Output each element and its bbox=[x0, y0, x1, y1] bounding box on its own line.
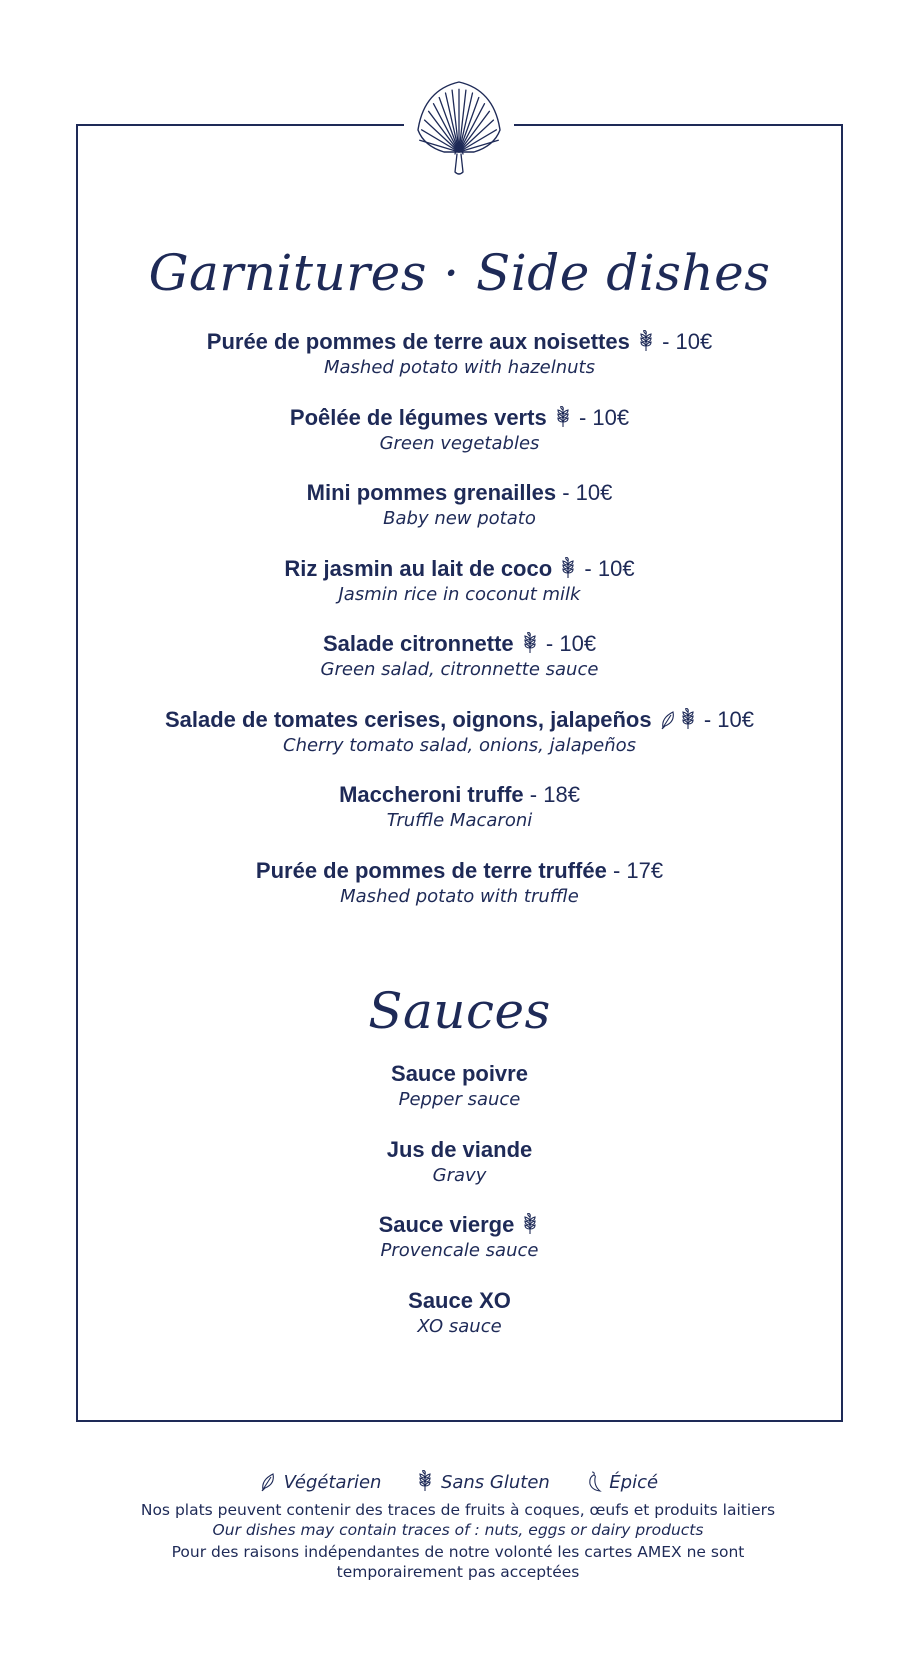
legend-spicy-label: Épicé bbox=[609, 1472, 659, 1493]
legend-gluten-free-label: Sans Gluten bbox=[440, 1472, 550, 1493]
menu-item bbox=[76, 781, 843, 857]
menu-item-english: Mashed potato with truffle bbox=[340, 885, 579, 907]
menu-item-name-line bbox=[76, 706, 843, 734]
menu-item-english: Truffle Macaroni bbox=[386, 810, 533, 831]
menu-item bbox=[76, 555, 843, 631]
chili-pepper-icon bbox=[586, 1470, 602, 1492]
amex-note-line2: temporairement pas acceptées bbox=[336, 1563, 580, 1581]
dietary-legend bbox=[0, 1470, 916, 1493]
menu-item-name: Purée de pommes de terre aux noisettes bbox=[206, 329, 630, 354]
menu-item-price: - 10€ bbox=[578, 404, 630, 430]
menu-item bbox=[76, 857, 843, 933]
menu-item-name-line bbox=[76, 555, 843, 583]
menu-item-price: - 10€ bbox=[584, 555, 635, 581]
menu-item bbox=[76, 479, 843, 555]
legend-vegetarian-label: Végétarien bbox=[283, 1472, 382, 1493]
wheat-icon bbox=[560, 557, 576, 579]
wheat-icon bbox=[522, 1213, 538, 1235]
leaf-icon bbox=[660, 710, 676, 730]
menu-item-name-line bbox=[76, 328, 843, 356]
legend-spicy bbox=[584, 1470, 659, 1493]
menu-item bbox=[76, 328, 843, 404]
menu-item-name: Riz jasmin au lait de coco bbox=[284, 555, 553, 581]
menu-item-price: - 10€ bbox=[703, 706, 755, 732]
menu-item-english: Green salad, citronnette sauce bbox=[320, 659, 599, 680]
allergen-note-en: Our dishes may contain traces of : nuts, eggs or dairy products bbox=[212, 1521, 704, 1539]
menu-item-name: Salade citronnette bbox=[322, 631, 514, 656]
menu-item-english: Mashed potato with hazelnuts bbox=[323, 357, 595, 378]
menu-item-name: Salade de tomates cerises, oignons, jalapeños bbox=[164, 706, 652, 732]
menu-item-price: - 18€ bbox=[529, 782, 580, 807]
menu-item-english: Pepper sauce bbox=[398, 1089, 521, 1110]
menu-item-name: Sauce poivre bbox=[391, 1061, 528, 1086]
menu-item bbox=[76, 1211, 843, 1287]
legend-gluten-free bbox=[415, 1470, 550, 1493]
menu-item-name-line bbox=[76, 1287, 843, 1315]
menu-item-name: Purée de pommes de terre truffée bbox=[255, 857, 607, 883]
wheat-icon bbox=[417, 1470, 433, 1492]
menu-item-english: Jasmin rice in coconut milk bbox=[338, 583, 581, 605]
legend-vegetarian bbox=[258, 1472, 382, 1493]
menu-item-name: Jus de viande bbox=[386, 1136, 533, 1162]
menu-item-english: XO sauce bbox=[417, 1315, 502, 1337]
menu-item-name-line bbox=[76, 479, 843, 507]
menu-item-name: Sauce XO bbox=[408, 1287, 511, 1313]
allergen-note-fr: Nos plats peuvent contenir des traces de fruits à coques, œufs et produits laitiers bbox=[140, 1501, 776, 1519]
menu-item bbox=[76, 1136, 843, 1212]
section-title-sauces: Sauces bbox=[368, 982, 551, 1040]
menu-item-price: - 10€ bbox=[662, 329, 713, 354]
menu-item-price: - 10€ bbox=[545, 631, 597, 656]
amex-note-line1: Pour des raisons indépendantes de notre volonté les cartes AMEX ne sont bbox=[171, 1543, 745, 1561]
palm-leaf-icon bbox=[404, 68, 514, 178]
menu-item-price: - 10€ bbox=[562, 480, 613, 505]
sauces-list bbox=[76, 1060, 843, 1362]
menu-item bbox=[76, 706, 843, 782]
menu-item-name-line bbox=[76, 857, 843, 885]
menu-item-name-line bbox=[76, 630, 843, 658]
menu-item bbox=[76, 630, 843, 706]
menu-item bbox=[76, 1287, 843, 1363]
menu-item-name: Maccheroni truffe bbox=[339, 782, 524, 807]
menu-item-english: Green vegetables bbox=[379, 432, 540, 454]
wheat-icon bbox=[555, 406, 571, 428]
menu-item-name: Poêlée de légumes verts bbox=[289, 404, 547, 430]
menu-item-name-line bbox=[76, 1211, 843, 1239]
menu-item-name: Sauce vierge bbox=[378, 1212, 515, 1237]
menu-item-english: Cherry tomato salad, onions, jalapeños bbox=[283, 734, 636, 756]
menu-item-name-line bbox=[76, 1136, 843, 1164]
footer-notes bbox=[0, 1500, 916, 1582]
section-title-side-dishes: Garnitures · Side dishes bbox=[148, 244, 771, 302]
menu-item-name-line bbox=[76, 781, 843, 809]
menu-item bbox=[76, 404, 843, 480]
wheat-icon bbox=[638, 330, 654, 352]
menu-item-name-line bbox=[76, 1060, 843, 1088]
menu-item-price: - 17€ bbox=[612, 857, 664, 883]
leaf-icon bbox=[260, 1472, 276, 1492]
wheat-icon bbox=[680, 708, 696, 730]
menu-item bbox=[76, 1060, 843, 1136]
menu-item-english: Baby new potato bbox=[383, 508, 536, 529]
wheat-icon bbox=[522, 632, 538, 654]
menu-item-name: Mini pommes grenailles bbox=[306, 480, 557, 505]
menu-item-english: Gravy bbox=[432, 1164, 487, 1186]
menu-item-name-line bbox=[76, 404, 843, 432]
menu-item-english: Provencale sauce bbox=[380, 1240, 539, 1261]
side-dishes-list bbox=[76, 328, 843, 932]
